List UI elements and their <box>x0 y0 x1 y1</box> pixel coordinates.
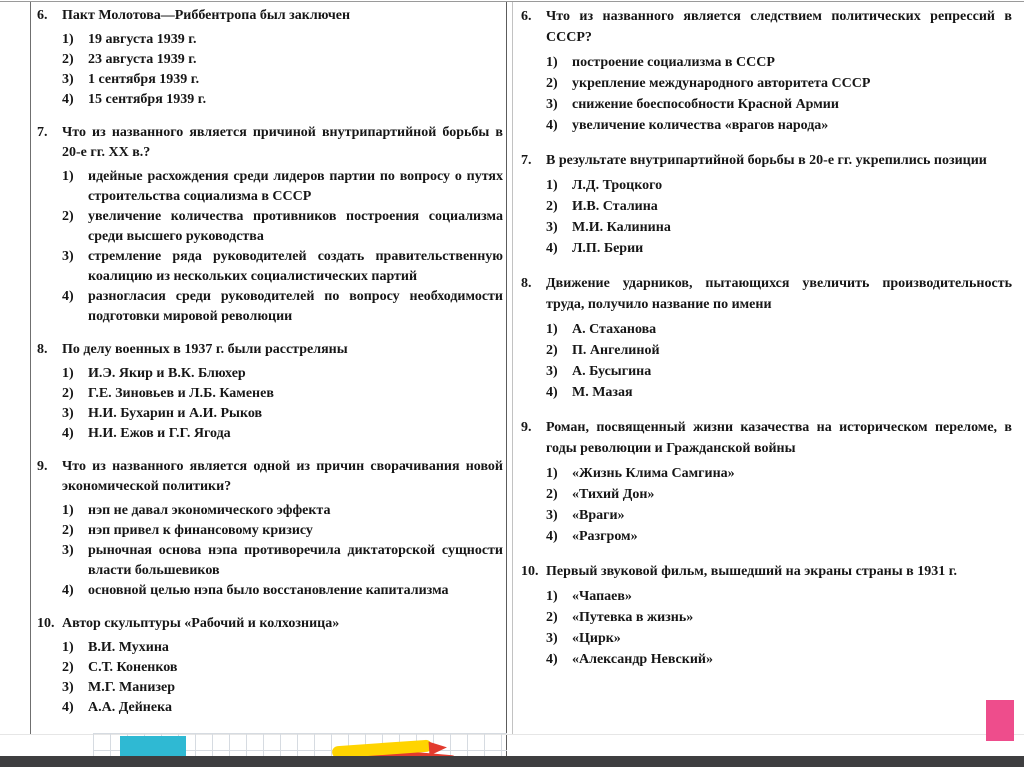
question-block <box>516 6 1012 136</box>
option-marker: 3) <box>546 631 558 646</box>
option-marker: 1) <box>546 466 558 481</box>
option-text: И.Э. Якир и В.К. Блюхер <box>88 366 246 381</box>
option-row <box>546 382 1012 403</box>
option-text: «Жизнь Клима Самгина» <box>572 466 735 481</box>
question-block <box>32 340 503 444</box>
question-block <box>516 417 1012 547</box>
options-list <box>62 638 503 718</box>
options-list <box>62 501 503 601</box>
option-text: 23 августа 1939 г. <box>88 52 197 67</box>
option-row <box>62 70 503 90</box>
option-row <box>62 678 503 698</box>
option-text: Н.И. Ежов и Г.Г. Ягода <box>88 426 231 441</box>
option-row <box>546 463 1012 484</box>
option-row <box>62 404 503 424</box>
option-marker: 3) <box>62 406 74 421</box>
option-marker: 2) <box>546 76 558 91</box>
question-block <box>32 6 503 110</box>
option-text: 15 сентября 1939 г. <box>88 92 207 107</box>
option-row <box>62 698 503 718</box>
option-row <box>546 649 1012 670</box>
option-row <box>546 628 1012 649</box>
option-marker: 3) <box>62 680 74 695</box>
question-number: 6. <box>521 9 532 24</box>
option-text: рыночная основа нэпа противоречила диктаторской сущности власти большевиков <box>88 543 503 578</box>
option-row <box>62 541 503 581</box>
pencil-tip-icon <box>429 740 448 755</box>
option-row <box>62 658 503 678</box>
option-text: нэп привел к финансовому кризису <box>88 523 313 538</box>
option-text: «Враги» <box>572 508 625 523</box>
option-marker: 4) <box>62 92 74 107</box>
option-row <box>546 52 1012 73</box>
option-row <box>62 167 503 207</box>
column-divider-secondary <box>512 2 513 734</box>
option-marker: 2) <box>546 199 558 214</box>
options-list <box>546 586 1012 670</box>
option-marker: 1) <box>546 55 558 70</box>
options-list <box>62 30 503 110</box>
question-block <box>32 614 503 718</box>
question-number: 8. <box>521 276 532 291</box>
question-text: Движение ударников, пытающихся увеличить производительность труда, получило название по имени <box>546 276 1012 312</box>
question-number: 7. <box>521 153 532 168</box>
option-text: укрепление международного авторитета СССР <box>572 76 871 91</box>
option-marker: 4) <box>546 385 558 400</box>
option-marker: 4) <box>62 426 74 441</box>
option-text: М.Г. Манизер <box>88 680 176 695</box>
option-marker: 4) <box>546 652 558 667</box>
option-marker: 4) <box>546 529 558 544</box>
option-text: основной целью нэпа было восстановление капитализма <box>88 583 449 598</box>
option-marker: 3) <box>62 543 74 558</box>
option-marker: 1) <box>62 32 74 47</box>
option-row <box>546 484 1012 505</box>
option-row <box>546 586 1012 607</box>
column-divider <box>506 2 507 756</box>
option-marker: 2) <box>62 660 74 675</box>
question-number: 6. <box>37 8 48 23</box>
question-number: 7. <box>37 125 48 140</box>
option-marker: 1) <box>546 322 558 337</box>
option-row <box>62 581 503 601</box>
option-row <box>546 526 1012 547</box>
option-row <box>546 115 1012 136</box>
option-row <box>62 50 503 70</box>
option-text: 19 августа 1939 г. <box>88 32 197 47</box>
option-text: «Разгром» <box>572 529 638 544</box>
option-text: увеличение количества «врагов народа» <box>572 118 829 133</box>
option-row <box>546 217 1012 238</box>
question-text: Первый звуковой фильм, вышедший на экраны страны в 1931 г. <box>546 564 957 579</box>
question-text: По делу военных в 1937 г. были расстреляны <box>62 342 348 357</box>
option-marker: 1) <box>62 169 74 184</box>
question-text: Что из названного является причиной внутрипартийной борьбы в 20-е гг. XX в.? <box>62 125 503 160</box>
question-number: 10. <box>37 616 55 631</box>
question-block <box>516 561 1012 670</box>
option-marker: 1) <box>62 640 74 655</box>
option-marker: 3) <box>546 220 558 235</box>
option-text: увеличение количества противников построения социализма среди высшего руководства <box>88 209 503 244</box>
option-marker: 3) <box>546 97 558 112</box>
option-text: А. Стаханова <box>572 322 657 337</box>
option-marker: 3) <box>62 249 74 264</box>
option-text: 1 сентября 1939 г. <box>88 72 200 87</box>
option-text: Л.П. Берии <box>572 241 644 256</box>
question-number: 10. <box>521 564 539 579</box>
question-block <box>516 273 1012 403</box>
option-marker: 4) <box>546 241 558 256</box>
option-row <box>546 361 1012 382</box>
options-list <box>546 319 1012 403</box>
option-marker: 4) <box>62 289 74 304</box>
option-marker: 2) <box>62 523 74 538</box>
left-margin-rule <box>30 2 31 734</box>
option-text: П. Ангелиной <box>572 343 660 358</box>
option-text: А.А. Дейнека <box>88 700 172 715</box>
option-row <box>546 175 1012 196</box>
question-block <box>516 150 1012 259</box>
question-text: Автор скульптуры «Рабочий и колхозница» <box>62 616 340 631</box>
option-text: нэп не давал экономического эффекта <box>88 503 331 518</box>
option-marker: 2) <box>546 610 558 625</box>
option-row <box>546 340 1012 361</box>
option-marker: 1) <box>62 366 74 381</box>
option-text: Л.Д. Троцкого <box>572 178 663 193</box>
option-text: «Путевка в жизнь» <box>572 610 694 625</box>
option-marker: 4) <box>62 583 74 598</box>
option-marker: 1) <box>62 503 74 518</box>
option-row <box>62 207 503 247</box>
option-row <box>62 424 503 444</box>
option-marker: 1) <box>546 589 558 604</box>
option-text: «Чапаев» <box>572 589 632 604</box>
option-marker: 2) <box>62 386 74 401</box>
question-block <box>32 457 503 601</box>
option-row <box>62 247 503 287</box>
bottom-bar <box>0 756 1024 767</box>
option-row <box>62 364 503 384</box>
option-marker: 2) <box>546 487 558 502</box>
option-marker: 1) <box>546 178 558 193</box>
option-text: М.И. Калинина <box>572 220 671 235</box>
option-text: построение социализма в СССР <box>572 55 775 70</box>
option-row <box>546 505 1012 526</box>
option-row <box>546 94 1012 115</box>
options-list <box>62 167 503 327</box>
option-marker: 3) <box>62 72 74 87</box>
questions-column-left <box>32 6 503 731</box>
option-text: «Цирк» <box>572 631 621 646</box>
option-text: разногласия среди руководителей по вопросу необходимости подготовки мировой революции <box>88 289 503 324</box>
option-row <box>546 196 1012 217</box>
question-text: Что из названного является одной из причин сворачивания новой экономической политики? <box>62 459 503 494</box>
option-text: идейные расхождения среди лидеров партии по вопросу о путях строительства социализма в СССР <box>88 169 503 204</box>
options-list <box>546 175 1012 259</box>
option-row <box>546 238 1012 259</box>
option-marker: 2) <box>62 209 74 224</box>
option-row <box>546 607 1012 628</box>
option-marker: 4) <box>62 700 74 715</box>
option-row <box>62 501 503 521</box>
option-text: И.В. Сталина <box>572 199 658 214</box>
options-list <box>546 463 1012 547</box>
option-text: В.И. Мухина <box>88 640 169 655</box>
question-number: 9. <box>37 459 48 474</box>
option-row <box>62 521 503 541</box>
question-text: Что из названного является следствием политических репрессий в СССР? <box>546 9 1012 45</box>
option-marker: 3) <box>546 364 558 379</box>
option-row <box>62 384 503 404</box>
pink-square-decor <box>986 700 1014 741</box>
question-number: 8. <box>37 342 48 357</box>
option-row <box>546 319 1012 340</box>
option-row <box>62 90 503 110</box>
option-row <box>62 287 503 327</box>
option-row <box>62 30 503 50</box>
option-text: Н.И. Бухарин и А.И. Рыков <box>88 406 263 421</box>
option-marker: 2) <box>546 343 558 358</box>
questions-column-right <box>516 6 1012 684</box>
question-text: Роман, посвященный жизни казачества на историческом переломе, в годы революции и Гражданской войны <box>546 420 1012 456</box>
option-text: С.Т. Коненков <box>88 660 178 675</box>
options-list <box>62 364 503 444</box>
option-row <box>62 638 503 658</box>
option-text: А. Бусыгина <box>572 364 652 379</box>
option-text: «Тихий Дон» <box>572 487 655 502</box>
option-row <box>546 73 1012 94</box>
option-text: снижение боеспособности Красной Армии <box>572 97 839 112</box>
option-text: М. Мазая <box>572 385 633 400</box>
question-block <box>32 123 503 327</box>
option-marker: 4) <box>546 118 558 133</box>
option-text: Г.Е. Зиновьев и Л.Б. Каменев <box>88 386 274 401</box>
options-list <box>546 52 1012 136</box>
option-marker: 3) <box>546 508 558 523</box>
option-text: «Александр Невский» <box>572 652 713 667</box>
question-text: В результате внутрипартийной борьбы в 20-е гг. укрепились позиции <box>546 153 987 168</box>
option-marker: 2) <box>62 52 74 67</box>
question-number: 9. <box>521 420 532 435</box>
option-text: стремление ряда руководителей создать правительственную коалицию из нескольких социалистических партий <box>88 249 503 284</box>
question-text: Пакт Молотова—Риббентропа был заключен <box>62 8 351 23</box>
